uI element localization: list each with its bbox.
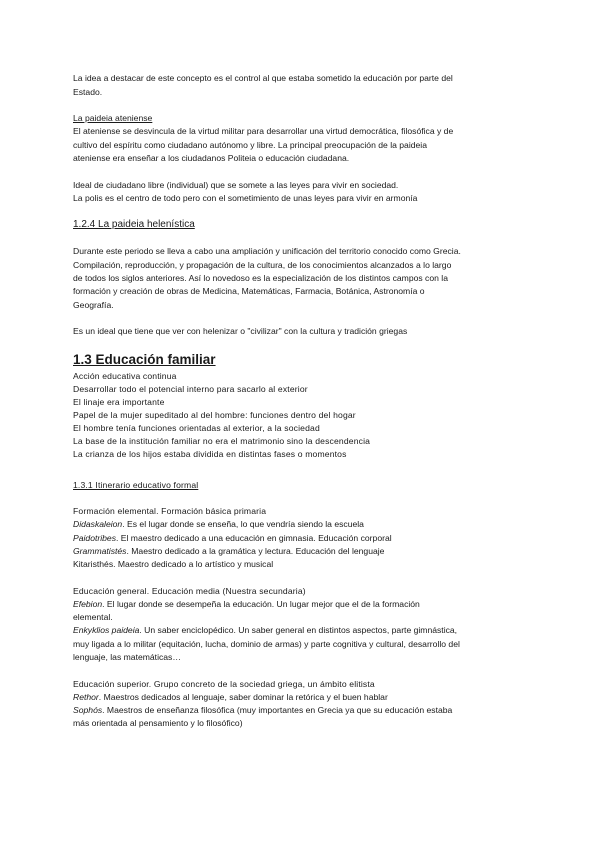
list-item: El linaje era importante — [73, 397, 165, 407]
paragraph-line: La polis es el centro de todo pero con el sometimiento de unas leyes para vivir en armonía — [73, 193, 418, 203]
list-item: La base de la institución familiar no era el matrimonio sino la descendencia — [73, 436, 371, 446]
paragraph-line: Geografía. — [73, 300, 114, 310]
list-item: Papel de la mujer supeditado al del hombre: funciones dentro del hogar — [73, 410, 356, 420]
heading-1-3-1: 1.3.1 Itinerario educativo formal — [73, 480, 199, 490]
term: Didaskaleion — [73, 519, 123, 529]
list-item: La crianza de los hijos estaba dividida en distintas fases o momentos — [73, 449, 347, 459]
paragraph-line: ateniense era enseñar a los ciudadanos Politeia o educación ciudadana. — [73, 153, 350, 163]
section-heading: Educación superior. Grupo concreto de la sociedad griega, un ámbito elitista — [73, 679, 375, 689]
paragraph-line: lenguaje, las matemáticas… — [73, 652, 181, 662]
list-item: El hombre tenía funciones orientadas al exterior, a la sociedad — [73, 423, 320, 433]
paragraph-line: Durante este periodo se lleva a cabo una ampliación y unificación del territorio conocido como Grecia. — [73, 246, 461, 256]
term: Enkyklios paideia — [73, 625, 140, 635]
list-item: Sophós. Maestros de enseñanza filosófica (muy importantes en Grecia ya que su educación estaba — [73, 705, 453, 715]
paragraph-line: muy ligada a lo militar (equitación, lucha, dominio de armas) y parte cognitiva y cultural, desarrollo del — [73, 639, 460, 649]
paragraph-line: formación y creación de obras de Medicina, Matemáticas, Farmacia, Botánica, Astronomía o — [73, 286, 425, 296]
section-heading: Educación general. Educación media (Nuestra secundaria) — [73, 586, 306, 596]
list-item: Acción educativa continua — [73, 371, 177, 381]
paragraph-line: cultivo del espíritu como ciudadano autónomo y libre. La principal preocupación de la paideia — [73, 140, 427, 150]
heading-paideia-ateniense: La paideia ateniense — [73, 113, 153, 123]
list-item: Grammatistés. Maestro dedicado a la gramática y lectura. Educación del lenguaje — [73, 546, 385, 556]
list-item: Enkyklios paideia. Un saber enciclopédico. Un saber general en distintos aspectos, parte gimnástica, — [73, 625, 458, 635]
paragraph-line: Compilación, reproducción, y propagación de la cultura, de los conocimientos alcanzados a lo largo — [73, 260, 452, 270]
section-heading: Formación elemental. Formación básica primaria — [73, 506, 267, 516]
paragraph-line: más orientada al pensamiento y lo filosófico) — [73, 718, 243, 728]
paragraph-line: La idea a destacar de este concepto es el control al que estaba sometido la educación por parte del — [73, 73, 453, 83]
list-item: Efebion. El lugar donde se desempeña la educación. Un lugar mejor que el de la formación — [73, 599, 420, 609]
heading-1-2-4: 1.2.4 La paideia helenística — [73, 219, 195, 230]
list-item: Kitaristhés. Maestro dedicado a lo artístico y musical — [73, 559, 274, 569]
paragraph-line: Ideal de ciudadano libre (individual) que se somete a las leyes para vivir en sociedad. — [73, 180, 399, 190]
paragraph-line: El ateniense se desvincula de la virtud militar para desarrollar una virtud democrática, filosófica y de — [73, 126, 454, 136]
term: Grammatistés — [73, 546, 127, 556]
paragraph-line: Estado. — [73, 87, 103, 97]
list-item: Rethor. Maestros dedicados al lenguaje, saber dominar la retórica y el buen hablar — [73, 692, 388, 702]
paragraph-line: elemental. — [73, 612, 113, 622]
term: Sophós — [73, 705, 103, 715]
heading-1-3: 1.3 Educación familiar — [73, 352, 216, 367]
term: Paidotribes — [73, 533, 116, 543]
term: Efebion — [73, 599, 103, 609]
paragraph-line: Es un ideal que tiene que ver con helenizar o "civilizar" con la cultura y tradición griegas — [73, 326, 408, 336]
paragraph-line: de todos los siglos anteriores. Así lo novedoso es la especialización de los distintos campos con la — [73, 273, 448, 283]
term: Rethor — [73, 692, 99, 702]
list-item: Didaskaleion. Es el lugar donde se enseña, lo que vendría siendo la escuela — [73, 519, 364, 529]
list-item: Desarrollar todo el potencial interno para sacarlo al exterior — [73, 384, 308, 394]
list-item: Paidotribes. El maestro dedicado a una educación en gimnasia. Educación corporal — [73, 533, 392, 543]
